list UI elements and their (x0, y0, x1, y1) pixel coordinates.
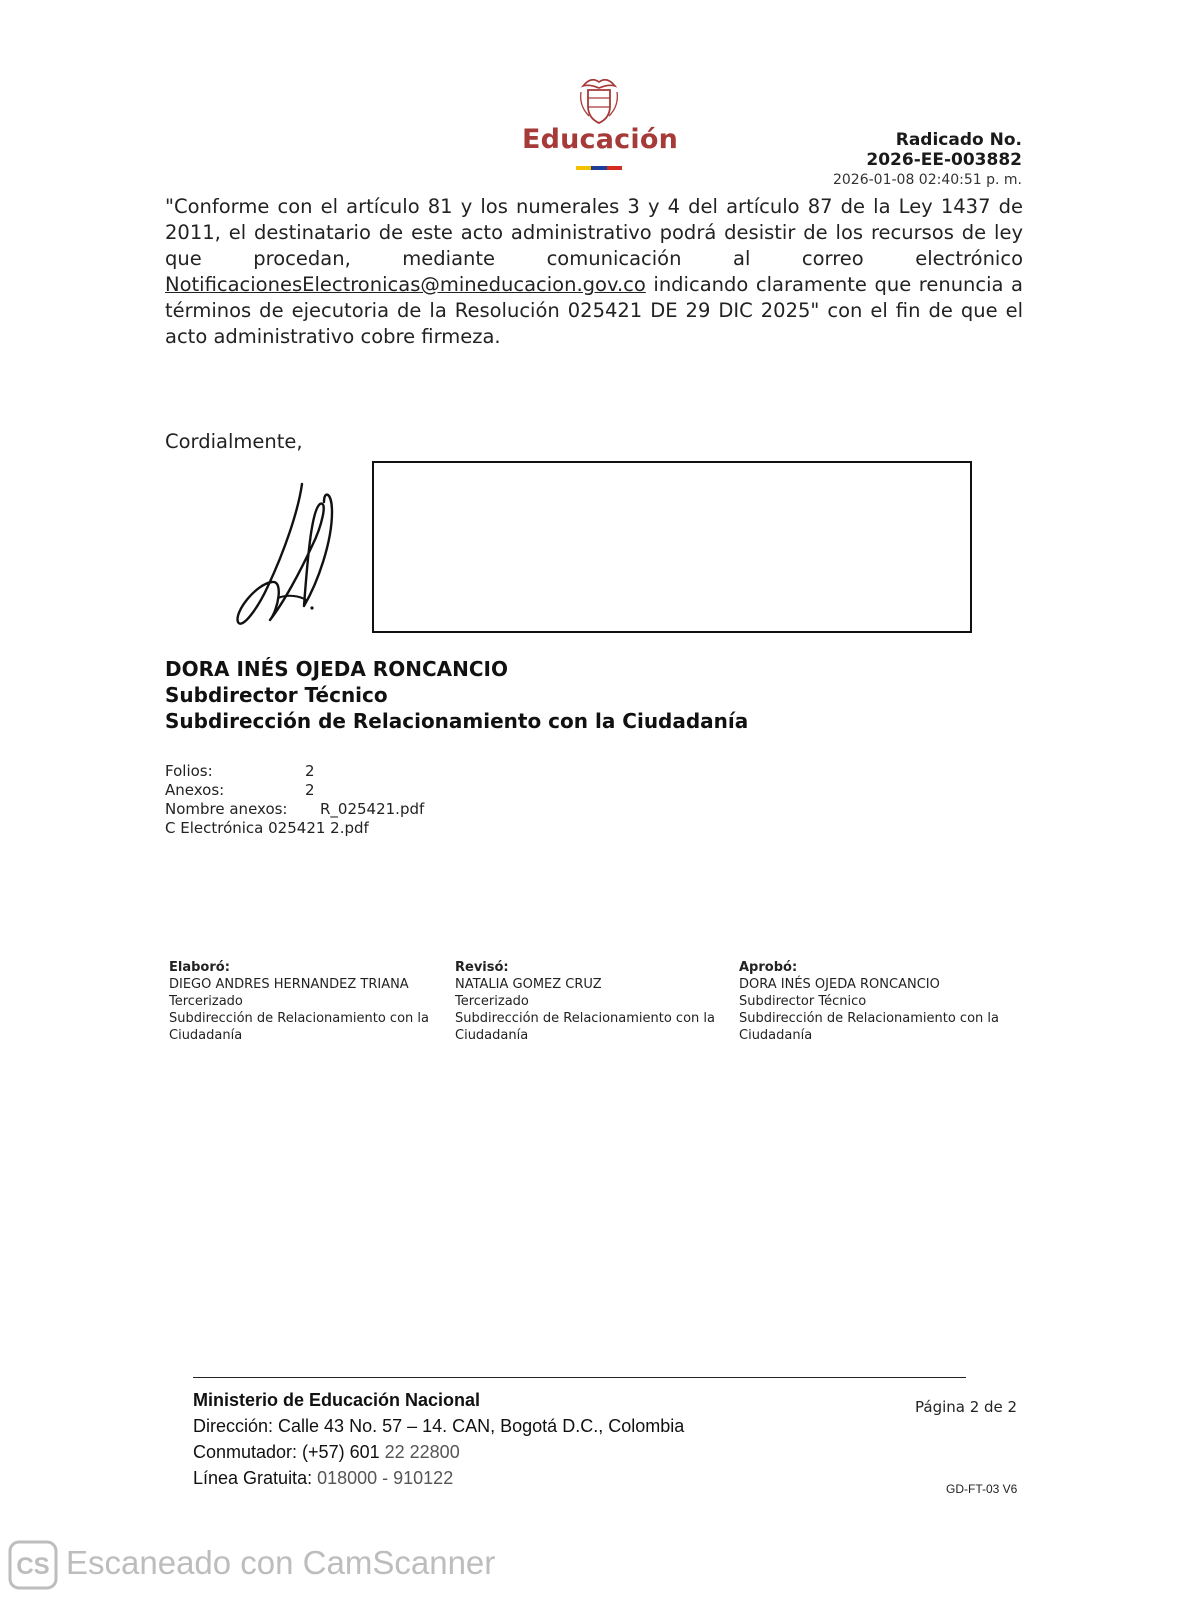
phone-line (193, 1439, 684, 1465)
form-code: GD-FT-03 V6 (946, 1482, 1018, 1496)
signer-title: Subdirector Técnico (165, 683, 388, 707)
review-column-aprobo (739, 959, 1014, 1044)
flag-yellow-segment (576, 166, 591, 170)
review-role: Tercerizado (169, 994, 243, 1009)
annex-block (165, 762, 424, 838)
folios-row (165, 762, 424, 781)
folios-label: Folios: (165, 762, 213, 780)
signer-office: Subdirección de Relacionamiento con la Ciudadanía (165, 709, 749, 733)
nombre-anexos-row (165, 800, 424, 819)
review-office: Subdirección de Relacionamiento con la Ciudadanía (455, 1011, 715, 1043)
radicado-label: Radicado No. (895, 130, 1022, 150)
filing-stamp (833, 130, 1022, 190)
radicado-number: 2026-EE-003882 (866, 150, 1022, 170)
phone-label: Conmutador: (+57) 601 (193, 1442, 385, 1462)
review-role: Subdirector Técnico (739, 994, 867, 1009)
nombre-anexos-label: Nombre anexos: (165, 800, 288, 818)
redaction-box (372, 461, 972, 633)
review-column-reviso (455, 959, 730, 1044)
phone-number: 22 22800 (384, 1442, 460, 1462)
toll-free-line (193, 1465, 684, 1491)
review-name: NATALIA GOMEZ CRUZ (455, 977, 602, 992)
review-heading: Aprobó: (739, 960, 798, 975)
ministry-address: Dirección: Calle 43 No. 57 – 14. CAN, Bogotá D.C., Colombia (193, 1416, 685, 1436)
ministry-name: Ministerio de Educación Nacional (193, 1390, 481, 1410)
flag-blue-segment (591, 166, 606, 170)
footer-divider (193, 1377, 966, 1378)
anexos-row (165, 781, 424, 800)
email-link[interactable]: NotificacionesElectronicas@mineducacion.gov.co (165, 273, 646, 296)
coat-of-arms-icon (577, 76, 621, 126)
brand-wordmark: Educación (521, 124, 679, 155)
review-column-elaboro (169, 959, 444, 1044)
review-office: Subdirección de Relacionamiento con la Ciudadanía (169, 1011, 429, 1043)
folios-value: 2 (305, 762, 315, 780)
toll-free-label: Línea Gratuita: (193, 1468, 318, 1488)
footer-contact (193, 1387, 684, 1491)
handwritten-signature (228, 482, 348, 642)
flag-color-bar (576, 166, 622, 170)
paragraph-end: indicando claramente que renuncia a términos de ejecutoria de la Resolución 025421 DE 29 DIC 2025" con el fin de que el acto administrativo cobre firmeza. (165, 273, 1023, 348)
scanner-watermark: Escaneado con CamScanner (66, 1544, 496, 1581)
signer-block (165, 656, 748, 734)
signer-name: DORA INÉS OJEDA RONCANCIO (165, 657, 508, 681)
camscanner-logo-icon (8, 1540, 58, 1590)
extra-annex-file: C Electrónica 025421 2.pdf (165, 819, 369, 837)
body-paragraph (165, 194, 1023, 350)
nombre-anexos-value: R_025421.pdf (320, 800, 425, 818)
flag-red-segment (607, 166, 622, 170)
anexos-label: Anexos: (165, 781, 225, 799)
review-heading: Revisó: (455, 960, 509, 975)
review-heading: Elaboró: (169, 960, 230, 975)
radicado-timestamp: 2026-01-08 02:40:51 p. m. (832, 172, 1022, 188)
paragraph-start: "Conforme con el artículo 81 y los numerales 3 y 4 del artículo 87 de la Ley 1437 de 2011, el destinatario de este acto administrativo podrá desistir de los recursos de ley que procedan, mediante comunicación al correo electrónico (165, 195, 1023, 270)
closing-salutation: Cordialmente, (165, 430, 303, 453)
review-name: DORA INÉS OJEDA RONCANCIO (739, 977, 940, 992)
camscanner-logo-text: CS (16, 1553, 50, 1580)
anexos-value: 2 (305, 781, 315, 799)
review-name: DIEGO ANDRES HERNANDEZ TRIANA (169, 977, 409, 992)
toll-free-number: 018000 - 910122 (317, 1468, 454, 1488)
review-office: Subdirección de Relacionamiento con la Ciudadanía (739, 1011, 999, 1043)
review-role: Tercerizado (455, 994, 529, 1009)
page-number: Página 2 de 2 (915, 1398, 1018, 1416)
